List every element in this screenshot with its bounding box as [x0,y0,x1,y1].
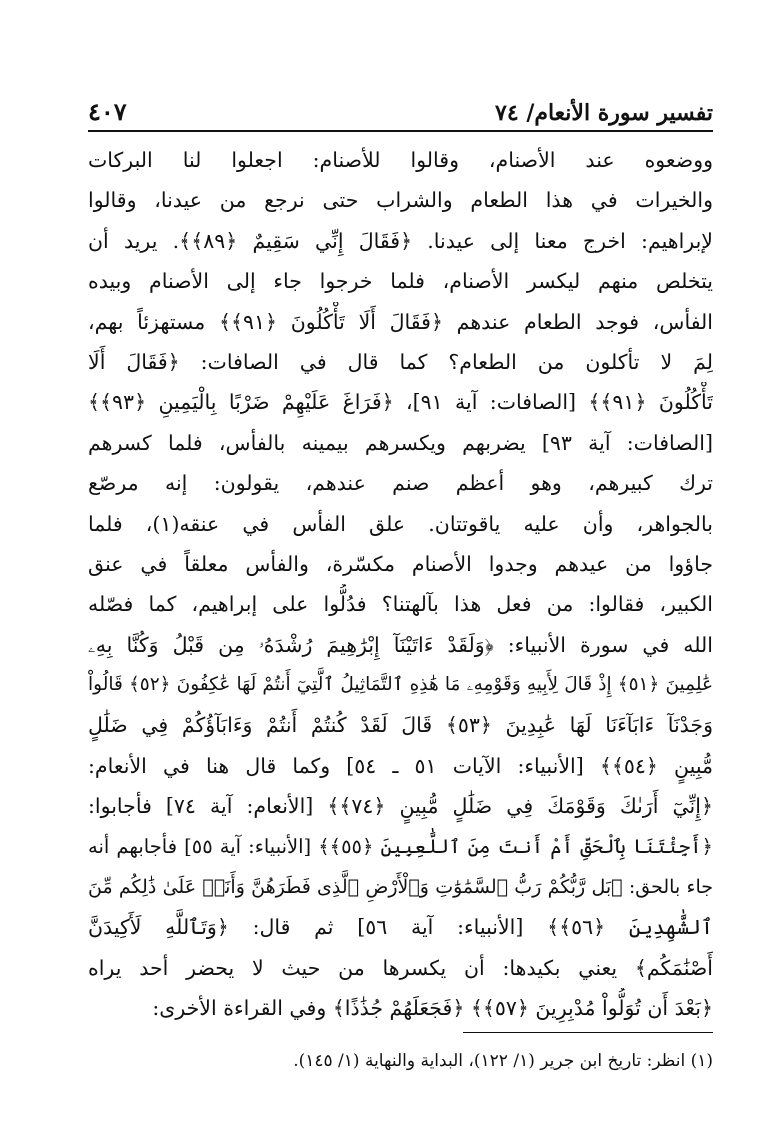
text-line: جاؤوا من عيدهم وجدوا الأصنام مكسّرة، والفأس معلقاً في عنق [88,551,713,576]
text-line: ووضعوه عند الأصنام، وقالوا للأصنام: اجعلوا لنا البركات [88,148,713,172]
text-line: الكبير، فقالوا: من فعل هذا بآلهتنا؟ فدُلُّوا على إبراهيم، كما فصّله [88,592,713,617]
text-line: بالجواهر، وأن عليه ياقوتتان. علق الفأس في عنقه(١)، فلما [88,511,713,536]
text-line: لإبراهيم: اخرج معنا إلى عيدنا. ﴿فَقَالَ إِنِّي سَقِيمٌ ﴿٨٩﴾﴾. يريد أن [88,228,713,253]
body-text [88,140,713,1029]
text-line: ترك كبيرهم، وهو أعظم صنم عندهم، يقولون: إنه مرصّع [88,471,713,496]
text-line: عَٰلِمِينَ ﴿٥١﴾ إِذْ قَالَ لِأَبِيهِ وَقَوْمِهِۦ مَا هَٰذِهِ ٱلتَّمَاثِيلُ ٱلَّتِيٓ أَنتُمْ لَهَا عَٰكِفُونَ ﴿٥٢﴾ قَالُواْ [88,674,713,696]
text-line: يتخلص منهم ليكسر الأصنام، فلما خرجوا جاء إلى الأصنام وبيده [88,269,713,294]
text-line: ٱلشَّٰهِدِينَ ﴿٥٦﴾﴾ [الأنبياء: آية ٥٦] ثم قال: ﴿وَتَٱللَّهِ لَأَكِيدَنَّ [88,915,713,940]
text-line: الله في سورة الأنبياء: ﴿وَلَقَدْ ءَاتَيْنَآ إِبْرَٰهِيمَ رُشْدَهُۥ مِن قَبْلُ وَكُنَّا بِهِۦ [88,632,713,657]
text-line: ﴿أَجِئْتَنَا بِٱلْحَقِّ أَمْ أَنتَ مِنَ ٱللَّٰعِبِينَ ﴿٥٥﴾﴾ [الأنبياء: آية ٥٥] فأجابهم أنه [88,834,713,858]
text-line: أَصْنَٰمَكُم﴾ يعني بكيدها: أن يكسرها من حيث لا يحضر أحد يراه [88,955,713,980]
text-line: جاء بالحق: ﴿بَل رَّبُّكُمْ رَبُّ ٱلسَّمَٰوَٰتِ وَٱلْأَرْضِ ٱلَّذِى فَطَرَهُنَّ وَأَنَا۠ عَلَىٰ ذَٰلِكُم مِّنَ [88,876,713,899]
text-line: وَجَدْنَآ ءَابَآءَنَا لَهَا عَٰبِدِينَ ﴿٥٣﴾ قَالَ لَقَدْ كُنتُمْ أَنتُمْ وَءَابَآؤُكُمْ فِي ضَلَٰلٍ [88,713,713,738]
text-line: ﴿بَعْدَ أَن تُوَلُّواْ مُدْبِرِينَ ﴿٥٧﴾﴾ ﴿فَجَعَلَهُمْ جُذَٰذًا﴾ وفي القراءة الأخرى: [152,996,713,1021]
text-line: تَأْكُلُونَ ﴿٩١﴾﴾ [الصافات: آية ٩١]، ﴿فَرَاغَ عَلَيْهِمْ ضَرْبًا بِالْيَمِينِ ﴿٩٣﴾﴾ [88,390,713,415]
text-line: والخيرات في هذا الطعام والشراب حتى نرجع من عيدنا، وقالوا [88,188,713,213]
text-line: مُّبِينٍ ﴿٥٤﴾﴾ [الأنبياء: الآيات ٥١ ـ ٥٤] وكما قال هنا في الأنعام: [88,753,713,778]
page-number: ٤٠٧ [88,97,127,126]
header-rule [88,130,713,132]
text-line: [الصافات: آية ٩٣] يضربهم ويكسرهم بيمينه بالفأس، فلما كسرهم [88,430,713,455]
text-line: الفأس، فوجد الطعام عندهم ﴿فَقَالَ أَلَا تَأْكُلُونَ ﴿٩١﴾﴾ مستهزئاً بهم، [88,309,713,334]
page-header [88,86,713,126]
text-line: ﴿إِنِّيٓ أَرَىٰكَ وَقَوْمَكَ فِي ضَلَٰلٍ مُّبِينٍ ﴿٧٤﴾﴾ [الأنعام: آية ٧٤] فأجابوا: [88,794,713,819]
running-title: تفسير سورة الأنعام/ ٧٤ [495,100,713,126]
footnote: (١) انظر: تاريخ ابن جرير (١/ ١٢٢)، البداية والنهاية (١/ ١٤٥). [293,1051,713,1071]
footnote-rule [463,1032,713,1033]
text-line: لِمَ لا تأكلون من الطعام؟ كما قال في الصافات: ﴿فَقَالَ أَلَا [88,349,713,374]
